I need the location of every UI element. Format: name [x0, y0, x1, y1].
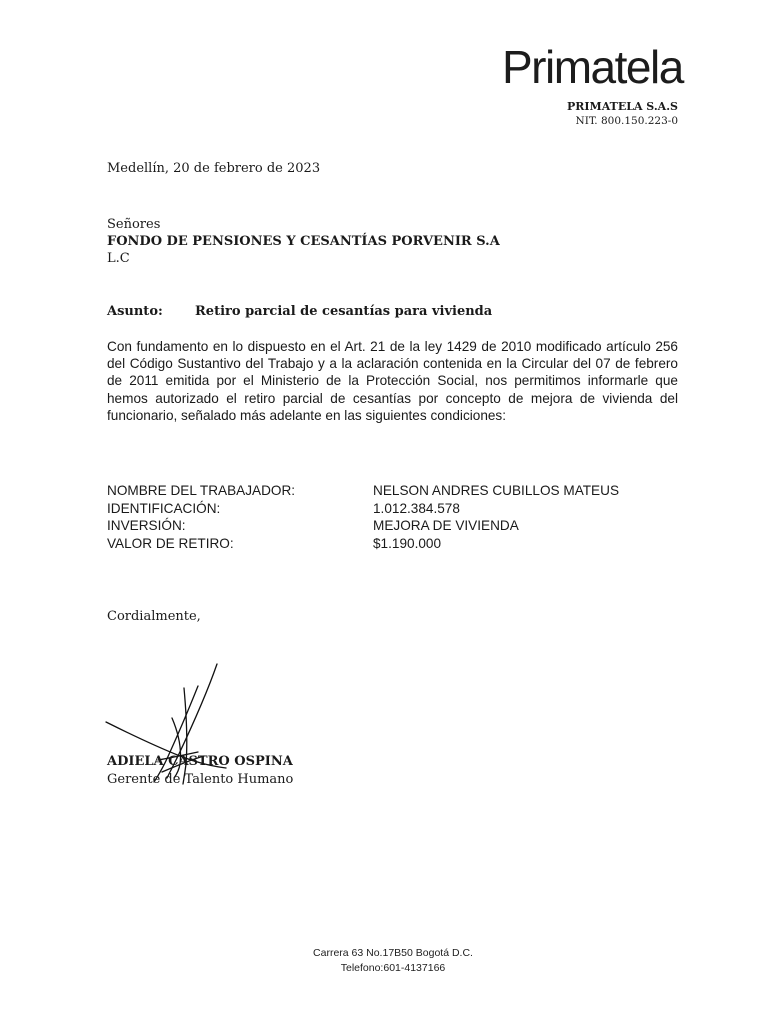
detail-label: INVERSIÓN: [107, 518, 186, 533]
detail-label: NOMBRE DEL TRABAJADOR: [107, 483, 296, 498]
signer-title: Gerente de Talento Humano [107, 772, 294, 787]
detail-label: VALOR DE RETIRO: [107, 535, 234, 551]
detail-value: MEJORA DE VIVIENDA [373, 518, 519, 533]
company-info [567, 99, 678, 129]
detail-label: IDENTIFICACIÓN: [107, 500, 221, 516]
detail-row [107, 535, 619, 553]
body-paragraph: Con fundamento en lo dispuesto en el Art. 21 de la ley 1429 de 2010 modificado artículo 256 del Código Sustantivo del Trabajo y a la aclaración contenida en la Circular del 07 de febrero de 2011 emitida por el Ministerio de la Protección Social, nos permitimos informarle que hemos autorizado el retiro parcial de cesantías por concepto de mejora de vivienda del funcionario, señalado más adelante en las siguientes condiciones: [107, 339, 678, 423]
signer-block [107, 753, 293, 789]
date-line: Medellín, 20 de febrero de 2023 [107, 161, 321, 176]
salutation: Señores [107, 217, 161, 232]
addressee-block [107, 216, 500, 267]
closing-line: Cordialmente, [107, 609, 201, 624]
signer-name: ADIELA CASTRO OSPINA [107, 754, 293, 769]
company-name: PRIMATELA S.A.S [566, 100, 678, 113]
detail-value: 1.012.384.578 [373, 500, 460, 516]
recipient-suffix: L.C [107, 251, 130, 266]
footer-phone: Telefono:601-4137166 [340, 962, 446, 974]
footer-address: Carrera 63 No.17B50 Bogotá D.C. [313, 947, 473, 959]
detail-row [107, 482, 619, 500]
subject-text: Retiro parcial de cesantías para vivienda [195, 304, 493, 319]
subject-line [107, 303, 492, 320]
footer [0, 946, 768, 976]
detail-value: NELSON ANDRES CUBILLOS MATEUS [373, 483, 620, 498]
company-nit: NIT. 800.150.223-0 [575, 115, 678, 128]
detail-row [107, 500, 619, 518]
company-logo: Primatela [502, 41, 683, 93]
detail-value: $1.190.000 [373, 535, 442, 551]
detail-row [107, 517, 619, 535]
recipient-name: FONDO DE PENSIONES Y CESANTÍAS PORVENIR S.A [107, 234, 500, 249]
subject-label: Asunto: [107, 304, 163, 319]
worker-details [107, 482, 619, 552]
